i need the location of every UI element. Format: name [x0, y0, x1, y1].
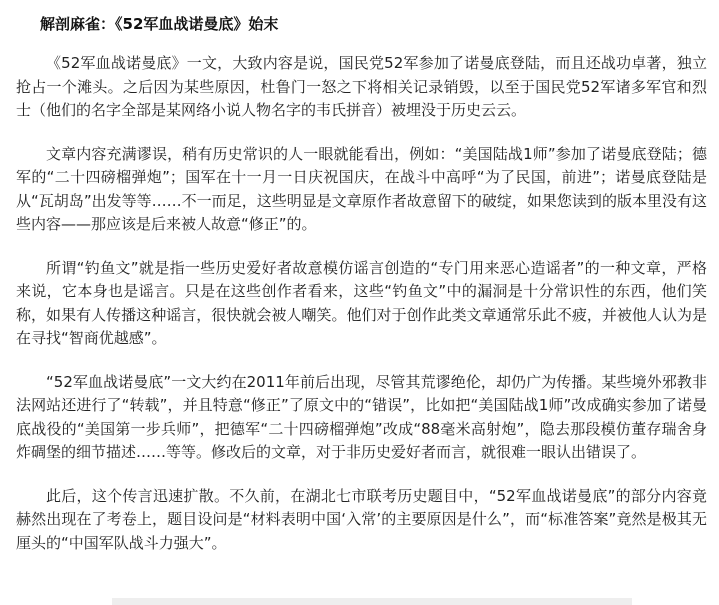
- paragraph-1: 《52军血战诺曼底》一文，大致内容是说，国民党52军参加了诺曼底登陆，而且还战功卓著，独立抢占一个滩头。之后因为某些原因，杜鲁门一怒之下将相关记录销毁，以至于国民党52军诸多军官和烈士（他们的名字全部是某网络小说人物名字的韦氏拼音）被埋没于历史云云。: [16, 54, 707, 119]
- paragraph-2: 文章内容充满谬误，稍有历史常识的人一眼就能看出，例如：“美国陆战1师”参加了诺曼底登陆；德军的“二十四磅榴弹炮”；国军在十一月一日庆祝国庆，在战斗中高呼“为了民国，前进”；诺曼底登陆是从“瓦胡岛”出发等等……不一而足，这些明显是文章原作者故意留下的破绽，如果您读到的版本里没有这些内容——那应该是后来被人故意“修正”的。: [16, 144, 707, 233]
- paragraph-3: 所谓“钓鱼文”就是指一些历史爱好者故意模仿谣言创造的“专门用来恶心造谣者”的一种文章，严格来说，它本身也是谣言。只是在这些创作者看来，这些“钓鱼文”中的漏洞是十分常识性的东西，他们笑称，如果有人传播这种谣言，很快就会被人嘲笑。他们对于创作此类文章通常乐此不疲，并被他人认为是在寻找“智商优越感”。: [16, 258, 707, 347]
- bottom-divider: [112, 598, 632, 605]
- article-title: 解剖麻雀：《52军血战诺曼底》始末: [40, 15, 279, 33]
- paragraph-5: 此后，这个传言迅速扩散。不久前，在湖北七市联考历史题目中，“52军血战诺曼底”的部分内容竟赫然出现在了考卷上，题目设问是“材料表明中国‘入常’的主要原因是什么”，而“标准答案”竟然是极其无厘头的“中国军队战斗力强大”。: [16, 486, 707, 552]
- paragraph-4: “52军血战诺曼底”一文大约在2011年前后出现，尽管其荒谬绝伦，却仍广为传播。某些境外邪教非法网站还进行了“转载”，并且特意“修正”了原文中的“错误”，比如把“美国陆战1师”改成确实参加了诺曼底战役的“美国第一步兵师”，把德军“二十四磅榴弹炮”改成“88毫米高射炮”，隐去那段模仿董存瑞舍身炸碉堡的细节描述……等等。修改后的文章，对于非历史爱好者而言，就很难一眼认出错误了。: [16, 372, 707, 461]
